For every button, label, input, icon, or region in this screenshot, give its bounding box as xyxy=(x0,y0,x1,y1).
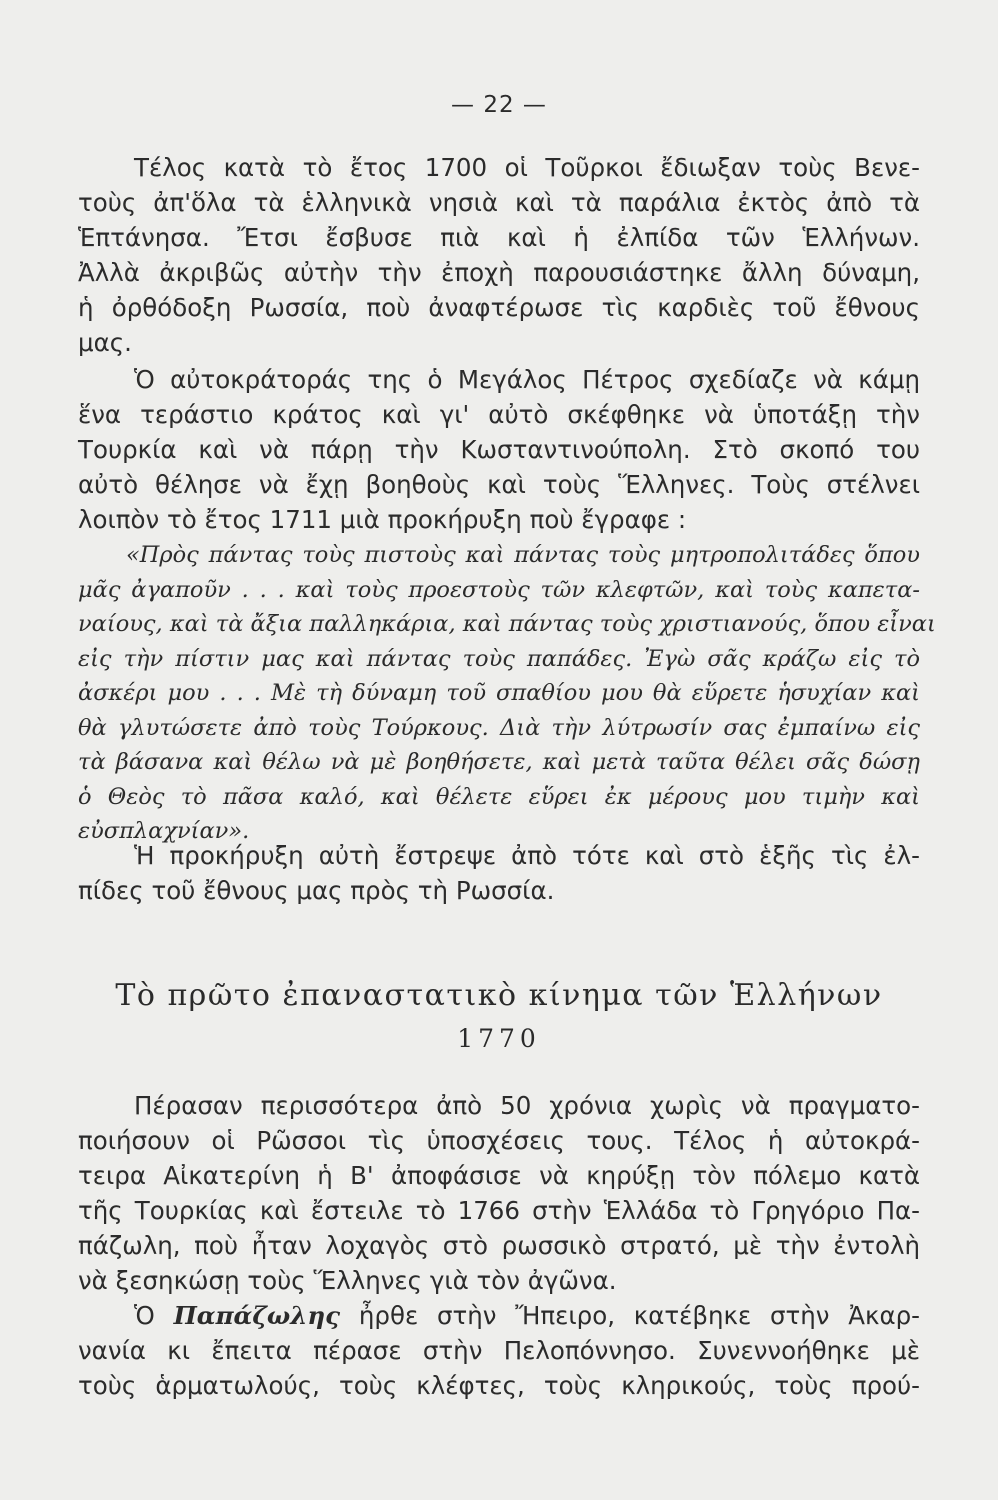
text-line: τῆς Τουρκίας καὶ ἔστειλε τὸ 1766 στὴν Ἑλλάδα τὸ Γρηγόριο Πα- xyxy=(78,1196,920,1225)
text-line: ποιήσουν οἱ Ρῶσσοι τὶς ὑποσχέσεις τους. Τέλος ἡ αὐτοκρά- xyxy=(78,1126,920,1155)
paragraph-peter-the-great xyxy=(78,362,920,537)
text-line: πίδες τοῦ ἔθνους μας πρὸς τὴ Ρωσσία. xyxy=(78,876,555,905)
text-line: Ὁ αὐτοκράτοράς της ὁ Μεγάλος Πέτρος σχεδίαζε νὰ κάμῃ xyxy=(134,365,920,394)
text-line: τοὺς ἀπ'ὅλα τὰ ἑλληνικὰ νησιὰ καὶ τὰ παράλια ἐκτὸς ἀπὸ τὰ xyxy=(78,188,920,217)
text-fragment: ἦρθε στὴν Ἤπειρο, κατέβηκε στὴν Ἀκαρ- xyxy=(358,1301,920,1330)
quote-line: ὁ Θεὸς τὸ πᾶσα καλό, καὶ θέλετε εὕρει ἐκ μέρους μου τιμὴν καὶ xyxy=(78,783,920,810)
text-line: ἕνα τεράστιο κράτος καὶ γι' αὐτὸ σκέφθηκε νὰ ὑποτάξῃ τὴν xyxy=(78,400,920,429)
text-line: τοὺς ἁρματωλούς, τοὺς κλέφτες, τοὺς κληρικούς, τοὺς πρού- xyxy=(78,1371,920,1400)
paragraph-papazolis-travels xyxy=(78,1298,920,1403)
text-line: νὰ ξεσηκώσῃ τοὺς Ἕλληνες γιὰ τὸν ἀγῶνα. xyxy=(78,1266,617,1295)
text-fragment: Ὁ xyxy=(134,1301,155,1330)
paragraph-proclamation-effect xyxy=(78,838,920,908)
text-line: νανία κι ἔπειτα πέρασε στὴν Πελοπόννησο. Συνεννοήθηκε μὲ xyxy=(78,1336,920,1365)
page-number: — 22 — xyxy=(451,92,547,118)
text-line: μας. xyxy=(78,328,132,357)
text-line: τειρα Αἰκατερίνη ἡ Β' ἀποφάσισε νὰ κηρύξῃ τὸν πόλεμο κατὰ xyxy=(78,1161,920,1190)
section-year: 1770 xyxy=(457,1024,541,1053)
text-line: λοιπὸν τὸ ἔτος 1711 μιὰ προκήρυξη ποὺ ἔγραφε : xyxy=(78,505,687,534)
text-line: Ἑπτάνησα. Ἔτσι ἔσβυσε πιὰ καὶ ἡ ἐλπίδα τῶν Ἑλλήνων. xyxy=(78,223,920,252)
text-line: ἡ ὀρθόδοξη Ρωσσία, ποὺ ἀναφτέρωσε τὶς καρδιὲς τοῦ ἔθνους xyxy=(78,293,920,322)
quote-line: μᾶς ἀγαποῦν . . . καὶ τοὺς προεστοὺς τῶν κλεφτῶν, καὶ τοὺς καπετα- xyxy=(78,576,920,603)
text-line: Ἡ προκήρυξη αὐτὴ ἔστρεψε ἀπὸ τότε καὶ στὸ ἑξῆς τὶς ἐλ- xyxy=(134,841,920,870)
emphasized-name: Παπάζωλης xyxy=(173,1301,341,1330)
proclamation-quote xyxy=(78,538,936,849)
text-line: Πέρασαν περισσότερα ἀπὸ 50 χρόνια χωρὶς νὰ πραγματο- xyxy=(134,1091,920,1120)
quote-line: θὰ γλυτώσετε ἀπὸ τοὺς Τούρκους. Διὰ τὴν λύτρωσίν σας ἐμπαίνω εἰς xyxy=(78,714,920,741)
section-title: Τὸ πρῶτο ἐπαναστατικὸ κίνημα τῶν Ἑλλήνων xyxy=(115,978,883,1013)
text-line: αὐτὸ θέλησε νὰ ἔχῃ βοηθοὺς καὶ τοὺς Ἕλληνες. Τοὺς στέλνει xyxy=(78,470,920,499)
quote-line: τὰ βάσανα καὶ θέλω νὰ μὲ βοηθήσετε, καὶ μετὰ ταῦτα θέλει σᾶς δώσῃ xyxy=(78,749,920,775)
text-line: Τουρκία καὶ νὰ πάρῃ τὴν Κωσταντινούπολη. Στὸ σκοπό του xyxy=(78,435,920,464)
text-line xyxy=(78,1298,920,1333)
text-line: Ἀλλὰ ἀκριβῶς αὐτὴν τὴν ἐποχὴ παρουσιάστηκε ἄλλη δύναμη, xyxy=(78,258,920,287)
quote-line: «Πρὸς πάντας τοὺς πιστοὺς καὶ πάντας τοὺς μητροπολιτάδες ὅπου xyxy=(126,542,920,568)
quote-line: ναίους, καὶ τὰ ἄξια παλληκάρια, καὶ πάντας τοὺς χριστιανούς, ὅπου εἶναι xyxy=(78,611,936,637)
paragraph-catherine-papazolis xyxy=(78,1088,920,1298)
text-line: Τέλος κατὰ τὸ ἔτος 1700 οἱ Τοῦρκοι ἔδιωξαν τοὺς Βενε- xyxy=(134,153,920,182)
text-line: πάζωλη, ποὺ ἦταν λοχαγὸς στὸ ρωσσικὸ στρατό, μὲ τὴν ἐντολὴ xyxy=(78,1231,920,1260)
paragraph-turks-expel-venetians xyxy=(78,150,920,360)
quote-line: εὐσπλαχνίαν». xyxy=(78,818,250,844)
quote-line: εἰς τὴν πίστιν μας καὶ πάντας τοὺς παπάδες. Ἐγὼ σᾶς κράζω εἰς τὸ xyxy=(78,645,920,672)
quote-line: ἀσκέρι μου . . . Μὲ τὴ δύναμη τοῦ σπαθίου μου θὰ εὕρετε ἡσυχίαν καὶ xyxy=(78,680,920,706)
